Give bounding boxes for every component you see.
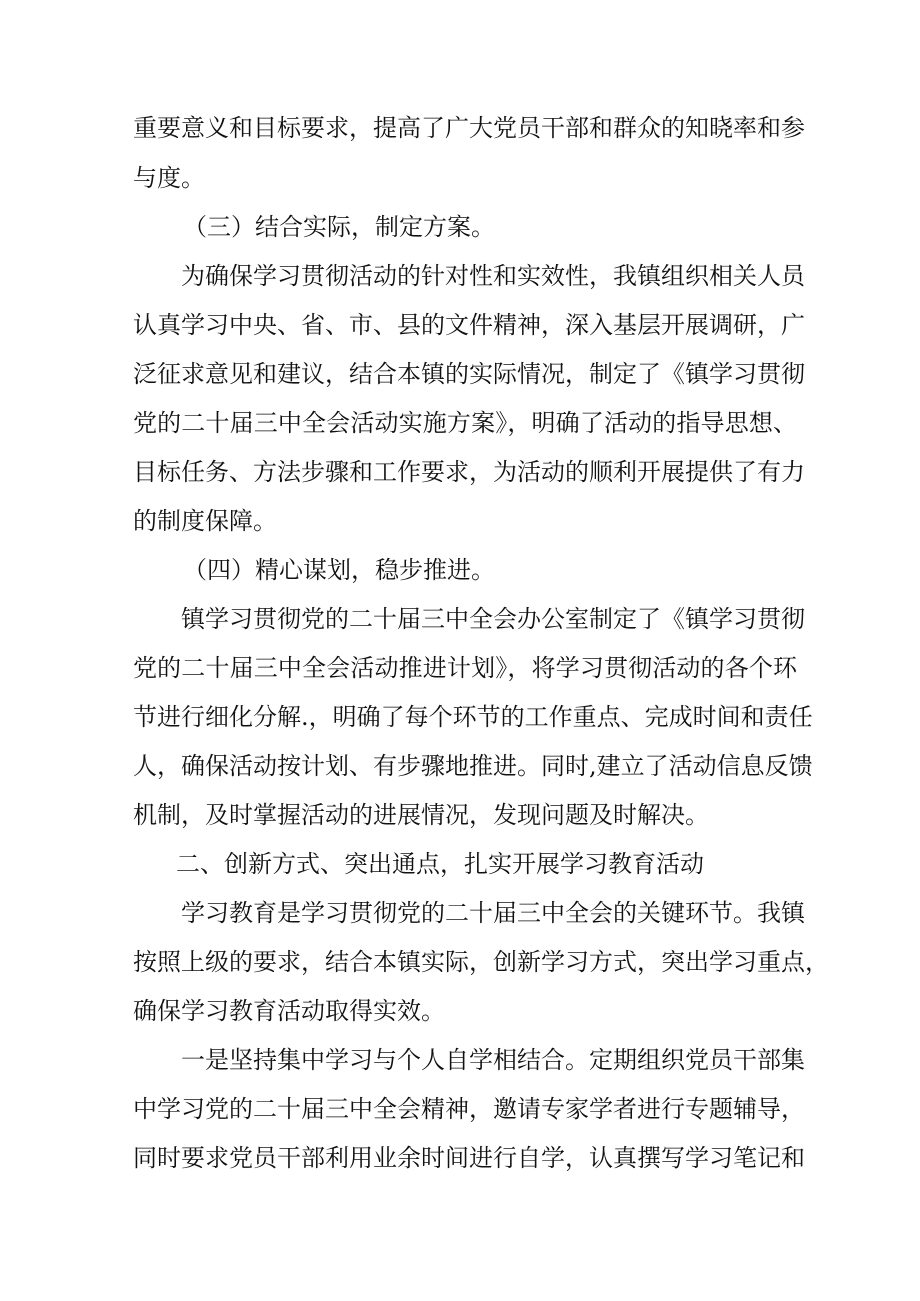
section-heading-2: 二、创新方式、突出通点，扎实开展学习教育活动	[176, 850, 704, 878]
paragraph-line: 中学习党的二十届三中全会精神，邀请专家学者进行专题辅导，	[133, 1095, 805, 1123]
paragraph-line: 按照上级的要求，结合本镇实际，创新学习方式，突出学习重点，	[133, 948, 829, 976]
paragraph-line: 认真学习中央、省、市、县的文件精神，深入基层开展调研，广	[133, 311, 805, 339]
paragraph-line: 重要意义和目标要求，提高了广大党员干部和群众的知晓率和参	[133, 114, 805, 142]
paragraph-line: 节进行细化分解.，明确了每个环节的工作重点、完成时间和责任	[133, 703, 813, 731]
paragraph-line: 一是坚持集中学习与个人自学相结合。定期组织党员干部集	[181, 1046, 805, 1074]
section-heading-3: （三）结合实际，制定方案。	[183, 213, 495, 241]
paragraph-line: 与度。	[133, 164, 205, 192]
section-heading-4: （四）精心谋划，稳步推进。	[183, 556, 495, 584]
paragraph-line: 机制，及时掌握活动的进展情况，发现问题及时解决。	[133, 801, 709, 829]
paragraph-line: 镇学习贯彻党的二十届三中全会办公室制定了《镇学习贯彻	[181, 605, 805, 633]
paragraph-line: 学习教育是学习贯彻党的二十届三中全会的关键环节。我镇	[181, 899, 805, 927]
paragraph-line: 泛征求意见和建议，结合本镇的实际情况，制定了《镇学习贯彻	[133, 360, 805, 388]
paragraph-line: 的制度保障。	[133, 507, 277, 535]
paragraph-line: 目标任务、方法步骤和工作要求，为活动的顺利开展提供了有力	[133, 458, 805, 486]
paragraph-line: 人，确保活动按计划、有步骤地推进。同时,建立了活动信息反馈	[133, 752, 813, 780]
paragraph-line: 党的二十届三中全会活动实施方案》，明确了活动的指导思想、	[133, 409, 797, 437]
paragraph-line: 为确保学习贯彻活动的针对性和实效性，我镇组织相关人员	[181, 262, 805, 290]
paragraph-line: 同时要求党员干部利用业余时间进行自学，认真撰写学习笔记和	[133, 1144, 805, 1172]
paragraph-line: 确保学习教育活动取得实效。	[133, 997, 445, 1025]
paragraph-line: 党的二十届三中全会活动推进计划》，将学习贯彻活动的各个环	[133, 654, 797, 682]
